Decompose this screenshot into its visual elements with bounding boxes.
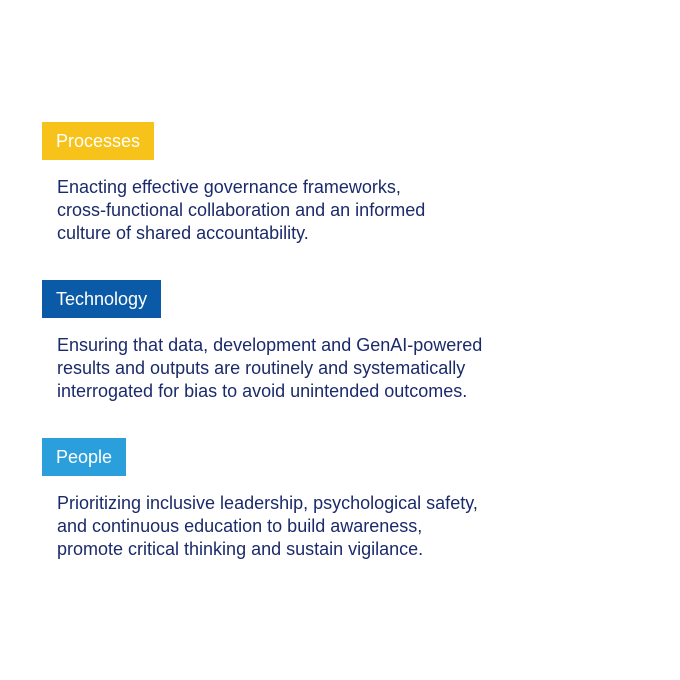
processes-label: Processes [42, 122, 154, 160]
technology-description: Ensuring that data, development and GenAI-powered results and outputs are routinely and systematically interrogated for bias to avoid unintended outcomes. [57, 335, 483, 401]
processes-description: Enacting effective governance frameworks, cross-functional collaboration and an informed culture of shared accountability. [57, 177, 426, 243]
technology-label: Technology [42, 280, 161, 318]
people-label: People [42, 438, 126, 476]
people-section [42, 438, 562, 561]
processes-section [42, 122, 562, 245]
technology-section [42, 280, 562, 403]
people-description: Prioritizing inclusive leadership, psychological safety, and continuous education to build awareness, promote critical thinking and sustain vigilance. [57, 493, 478, 559]
